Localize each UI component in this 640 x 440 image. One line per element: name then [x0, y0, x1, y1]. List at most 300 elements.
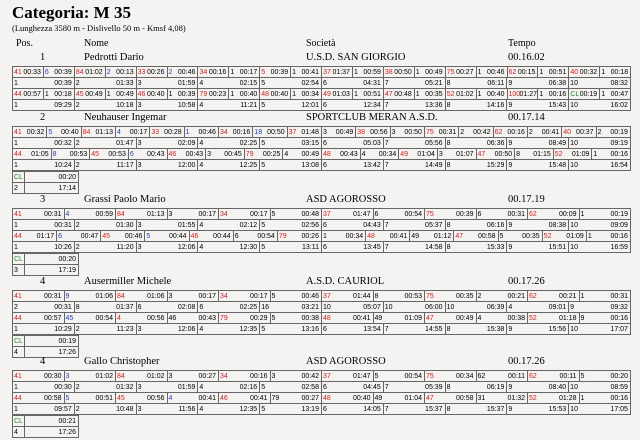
control-number: 10 — [570, 101, 578, 109]
split-cell — [384, 138, 446, 148]
split-time: 14:49 — [425, 161, 443, 169]
athlete-position: 4 — [40, 276, 46, 287]
control-number: 9 — [508, 243, 513, 251]
control-number: 4 — [117, 314, 121, 322]
control-number: 34 — [220, 372, 228, 380]
control-number: 10 — [322, 303, 331, 311]
split-time: 00:54 — [404, 210, 422, 218]
control-number: 3 — [137, 243, 142, 251]
split-time: 00:47 — [610, 90, 629, 98]
control-number: 3 — [322, 128, 327, 136]
control-number: 45 — [91, 150, 100, 158]
split-time: 00:31 — [610, 292, 628, 300]
control-number: 1 — [185, 128, 190, 136]
split-cell — [569, 382, 631, 392]
control-number: 48 — [261, 90, 270, 98]
split-time: 00:19 — [58, 337, 76, 345]
split-cell — [44, 67, 75, 77]
split-time: 00:19 — [610, 210, 628, 218]
split-cell — [271, 313, 323, 323]
split-cell — [374, 209, 426, 219]
split-time: 00:46 — [177, 68, 196, 76]
split-time: 05:56 — [425, 139, 443, 147]
split-cell — [168, 291, 220, 301]
split-cell — [446, 404, 508, 414]
split-time: 01:04 — [417, 150, 435, 158]
split-time: 03:21 — [301, 303, 319, 311]
split-time: 00:43 — [340, 150, 358, 158]
control-number: 9 — [580, 314, 585, 322]
control-number: 34 — [199, 68, 208, 76]
split-time: 00:59 — [363, 68, 381, 76]
control-number: 41 — [14, 372, 22, 380]
split-cell — [569, 100, 631, 110]
control-number: 37 — [323, 372, 331, 380]
control-number: 6 — [322, 221, 327, 229]
control-number: CL — [570, 90, 580, 98]
split-cell — [106, 89, 137, 99]
split-time: 12:01 — [301, 101, 319, 109]
split-time: 04:45 — [363, 383, 381, 391]
split-time: 11:56 — [178, 405, 196, 413]
split-cell — [75, 89, 106, 99]
control-number: 2 — [168, 68, 173, 76]
split-time: 01:33 — [116, 79, 134, 87]
split-cell — [538, 89, 569, 99]
control-number: 10 — [570, 139, 578, 147]
split-time: 09:01 — [548, 303, 567, 311]
split-cell — [75, 220, 137, 230]
split-time: 00:09 — [558, 210, 577, 218]
split-time: 01:47 — [352, 372, 371, 380]
split-time: 00:51 — [95, 394, 113, 402]
split-row — [13, 370, 631, 381]
split-time: 00:21 — [558, 292, 577, 300]
split-time: 00:21 — [58, 417, 76, 425]
split-cell — [384, 242, 446, 252]
split-cell — [322, 371, 374, 381]
control-number: 1 — [477, 90, 482, 98]
split-time: 12:34 — [363, 101, 381, 109]
split-cell — [446, 220, 508, 230]
control-number: 5 — [499, 232, 504, 240]
split-cell — [278, 231, 322, 241]
split-cell — [322, 382, 384, 392]
control-number: 46 — [168, 314, 177, 322]
control-number: 2 — [597, 128, 602, 136]
split-time: 16:59 — [610, 243, 628, 251]
split-cell — [219, 291, 271, 301]
split-time: 00:43 — [185, 150, 204, 158]
split-time: 00:31 — [43, 292, 62, 300]
split-cell — [13, 404, 75, 414]
split-time: 11:17 — [116, 161, 134, 169]
split-cell — [198, 100, 260, 110]
finish-row — [13, 182, 79, 194]
control-number: 62 — [508, 68, 517, 76]
control-number: 49 — [323, 90, 331, 98]
control-number: 8 — [446, 139, 451, 147]
split-time: 00:39 — [455, 210, 474, 218]
split-cell — [260, 160, 322, 170]
control-number: 1 — [415, 90, 420, 98]
split-cell — [507, 324, 569, 334]
split-time: 00:57 — [23, 90, 41, 98]
control-number: CL — [14, 255, 23, 263]
split-time: 01:06 — [146, 292, 165, 300]
split-time: 11:20 — [116, 243, 134, 251]
split-cell — [580, 313, 632, 323]
control-number: 6 — [477, 210, 482, 218]
athlete-time: 00.17.19 — [508, 194, 545, 205]
control-number: 8 — [446, 101, 451, 109]
split-cell — [260, 78, 322, 88]
split-time: 00:17 — [129, 128, 148, 136]
control-number: 75 — [425, 128, 434, 136]
split-cell — [587, 231, 631, 241]
split-cell — [75, 404, 137, 414]
control-number: 5 — [261, 161, 266, 169]
split-cell — [580, 393, 632, 403]
split-time: 15:38 — [486, 325, 505, 333]
split-time: 15:53 — [548, 405, 567, 413]
split-cell — [384, 100, 446, 110]
split-cell — [75, 67, 106, 77]
split-time: 00:16 — [249, 372, 268, 380]
control-number: 7 — [384, 383, 389, 391]
split-cell — [137, 324, 199, 334]
control-number: 34 — [219, 128, 228, 136]
split-cell — [198, 138, 260, 148]
split-cell — [322, 242, 384, 252]
split-cell — [13, 393, 65, 403]
control-number: 52 — [554, 150, 563, 158]
split-cell — [384, 67, 415, 77]
control-number: 44 — [14, 90, 22, 98]
split-cell — [13, 127, 47, 137]
split-time: 00:23 — [208, 90, 227, 98]
split-cell — [219, 127, 253, 137]
split-cell — [57, 231, 101, 241]
split-cell — [515, 149, 554, 159]
split-time: 17:26 — [58, 348, 76, 356]
split-cell — [446, 100, 508, 110]
split-time: 04:43 — [363, 221, 381, 229]
control-number: 46 — [190, 232, 199, 240]
finish-time — [25, 336, 79, 346]
split-cell — [13, 231, 57, 241]
control-number: 37 — [323, 292, 331, 300]
control-number: 1 — [14, 101, 18, 109]
split-cell — [322, 302, 384, 312]
split-time: 09:57 — [54, 405, 72, 413]
control-number: 79 — [220, 314, 228, 322]
split-time: 12:25 — [239, 161, 258, 169]
split-time: 00:42 — [301, 372, 319, 380]
header-tempo: Tempo — [508, 38, 536, 49]
split-time: 00:50 — [404, 128, 422, 136]
split-time: 00:30 — [43, 372, 62, 380]
split-time: 01:47 — [352, 210, 371, 218]
finish-time — [25, 172, 79, 182]
split-time: 00:31 — [54, 221, 72, 229]
control-number: 6 — [374, 210, 379, 218]
split-cell — [322, 404, 384, 414]
split-cell — [384, 302, 446, 312]
split-time: 00:16 — [610, 150, 628, 158]
control-number: 44 — [14, 150, 22, 158]
split-time: 00:39 — [54, 79, 72, 87]
control-number: 5 — [374, 372, 379, 380]
split-time: 00:40 — [147, 90, 165, 98]
split-time: 05:07 — [363, 303, 381, 311]
split-cell — [446, 78, 508, 88]
control-number: 4 — [199, 161, 204, 169]
split-cell — [47, 127, 81, 137]
split-cell — [528, 209, 580, 219]
split-cell — [507, 100, 569, 110]
split-time: 08:40 — [548, 383, 567, 391]
split-time: 06:00 — [425, 303, 443, 311]
course-info: (Lunghezza 3580 m - Dislivello 50 m - Kmsf 4,08) — [12, 23, 186, 33]
control-number: 5 — [261, 101, 266, 109]
split-time: 05:21 — [425, 79, 443, 87]
split-time: 00:40 — [61, 128, 79, 136]
split-cell — [219, 209, 271, 219]
split-cell — [137, 100, 199, 110]
split-cell — [116, 371, 168, 381]
athlete-club: ASD AGOROSSO — [306, 194, 386, 205]
split-time: 01:02 — [146, 372, 165, 380]
split-time: 00:26 — [147, 68, 165, 76]
athlete-time: 00.17.26 — [508, 356, 545, 367]
control-number: 6 — [199, 303, 204, 311]
split-time: 00:32 — [579, 68, 598, 76]
control-number: 79 — [278, 232, 287, 240]
split-time: 06:38 — [548, 79, 567, 87]
split-time: 00:34 — [455, 372, 474, 380]
control-number: 5 — [261, 221, 266, 229]
split-row — [13, 148, 631, 159]
split-time: 00:16 — [548, 90, 567, 98]
finish-control — [13, 416, 25, 426]
control-number: 44 — [14, 394, 22, 402]
split-time: 00:50 — [494, 150, 513, 158]
split-time: 14:05 — [363, 405, 381, 413]
split-cell — [234, 231, 278, 241]
control-number: 3 — [168, 372, 173, 380]
split-cell — [101, 231, 145, 241]
split-time: 06:36 — [486, 139, 505, 147]
split-time: 00:16 — [507, 128, 525, 136]
control-number: 2 — [75, 325, 80, 333]
split-cell — [425, 393, 477, 403]
control-number: 3 — [271, 372, 276, 380]
athlete-name: Pedrotti Dario — [84, 52, 144, 63]
finish-row — [13, 415, 79, 426]
control-number: 1 — [292, 68, 297, 76]
control-number: 2 — [14, 184, 18, 192]
split-time: 01:13 — [95, 128, 113, 136]
split-cell — [260, 404, 322, 414]
split-time: 12:35 — [239, 325, 258, 333]
split-time: 10:29 — [54, 325, 72, 333]
split-time: 01:32 — [116, 383, 134, 391]
split-grid — [12, 126, 631, 171]
split-time: 00:43 — [146, 150, 165, 158]
control-number: 7 — [384, 243, 389, 251]
control-number: 2 — [477, 292, 482, 300]
control-number: 37 — [323, 210, 331, 218]
finish-time — [25, 265, 79, 275]
control-number: 1 — [44, 90, 49, 98]
control-number: 49 — [374, 394, 383, 402]
split-time: 00:37 — [576, 128, 594, 136]
split-cell — [597, 127, 631, 137]
split-cell — [260, 138, 322, 148]
split-time: 00:16 — [610, 232, 628, 240]
split-cell — [137, 302, 199, 312]
split-cell — [65, 393, 117, 403]
split-time: 00:31 — [438, 128, 457, 136]
split-time: 00:34 — [301, 90, 320, 98]
control-number: 46 — [137, 90, 146, 98]
split-cell — [374, 291, 426, 301]
split-time: 10:48 — [116, 405, 134, 413]
control-number: 6 — [322, 161, 327, 169]
split-cell — [13, 209, 65, 219]
split-time: 00:46 — [301, 292, 319, 300]
split-time: 02:09 — [177, 139, 196, 147]
finish-time — [25, 416, 79, 426]
control-number: 2 — [75, 221, 80, 229]
control-number: 1 — [353, 68, 358, 76]
split-time: 00:48 — [394, 90, 412, 98]
split-time: 12:30 — [239, 243, 258, 251]
split-cell — [283, 149, 322, 159]
finish-time — [25, 254, 79, 264]
split-cell — [361, 149, 400, 159]
split-cell — [116, 313, 168, 323]
split-time: 03:15 — [301, 139, 319, 147]
control-number: 10 — [570, 79, 578, 87]
split-cell — [168, 393, 220, 403]
control-number: 47 — [426, 314, 434, 322]
split-time: 00:39 — [270, 68, 289, 76]
split-cell — [538, 67, 569, 77]
split-cell — [446, 302, 508, 312]
split-cell — [425, 371, 477, 381]
control-number: 9 — [570, 303, 575, 311]
control-number: 9 — [508, 383, 513, 391]
control-number: 75 — [446, 68, 455, 76]
control-number: 4 — [199, 101, 204, 109]
split-cell — [543, 231, 587, 241]
control-number: 62 — [494, 128, 503, 136]
control-number: 3 — [137, 79, 142, 87]
split-time: 08:49 — [548, 139, 567, 147]
athlete-club: U.S.D. SAN GIORGIO — [306, 52, 406, 63]
split-cell — [507, 242, 569, 252]
split-time: 00:17 — [198, 210, 216, 218]
control-number: 100 — [508, 90, 521, 98]
control-number: 5 — [65, 394, 70, 402]
split-time: 10:26 — [54, 243, 72, 251]
split-cell — [65, 291, 117, 301]
control-number: 6 — [137, 303, 142, 311]
control-number: 79 — [245, 150, 254, 158]
split-time: 11:21 — [240, 101, 258, 109]
split-time: 00:49 — [116, 90, 134, 98]
split-time: 01:37 — [332, 68, 350, 76]
split-time: 17:07 — [610, 325, 628, 333]
split-time: 01:48 — [301, 128, 319, 136]
control-number: 62 — [477, 372, 486, 380]
control-number: 8 — [446, 161, 451, 169]
athlete-time: 00.17.14 — [508, 112, 545, 123]
control-number: 9 — [508, 161, 513, 169]
split-row — [13, 312, 631, 323]
control-number: 6 — [322, 79, 327, 87]
split-cell — [245, 149, 284, 159]
split-cell — [13, 382, 75, 392]
split-cell — [116, 393, 168, 403]
split-time: 00:17 — [249, 210, 268, 218]
control-number: 2 — [75, 405, 80, 413]
control-number: 4 — [65, 210, 70, 218]
split-time: 00:51 — [548, 68, 567, 76]
split-time: 01:02 — [85, 68, 103, 76]
split-cell — [600, 89, 631, 99]
split-time: 12:06 — [177, 243, 196, 251]
split-time: 00:47 — [80, 232, 99, 240]
split-cell — [322, 220, 384, 230]
split-cell — [528, 393, 580, 403]
split-time: 15:37 — [425, 405, 443, 413]
finish-row — [13, 264, 79, 276]
athlete-position: 4 — [40, 356, 46, 367]
control-number: 4 — [14, 348, 18, 356]
split-time: 00:41 — [301, 68, 320, 76]
split-time: 13:36 — [425, 101, 443, 109]
split-cell — [569, 242, 631, 252]
control-number: 9 — [508, 405, 513, 413]
control-number: 47 — [426, 394, 434, 402]
split-cell — [580, 291, 632, 301]
split-cell — [291, 67, 322, 77]
split-time: 00:27 — [456, 68, 474, 76]
finish-row — [13, 346, 79, 358]
split-cell — [528, 371, 580, 381]
split-time: 00:11 — [559, 372, 577, 380]
athlete-club: SPORTCLUB MERAN A.S.D. — [306, 112, 438, 123]
split-time: 00:50 — [394, 68, 412, 76]
split-row — [13, 230, 631, 241]
split-cell — [322, 138, 384, 148]
split-time: 15:48 — [548, 161, 567, 169]
control-number: 7 — [384, 325, 389, 333]
control-number: 1 — [593, 150, 598, 158]
split-time: 00:39 — [177, 90, 196, 98]
control-number: 4 — [477, 314, 482, 322]
split-cell — [260, 382, 322, 392]
control-number: 45 — [75, 90, 84, 98]
split-time: 00:58 — [478, 232, 496, 240]
split-cell — [271, 393, 323, 403]
control-number: 3 — [137, 161, 142, 169]
control-number: 4 — [14, 428, 18, 436]
split-time: 00:17 — [239, 68, 258, 76]
